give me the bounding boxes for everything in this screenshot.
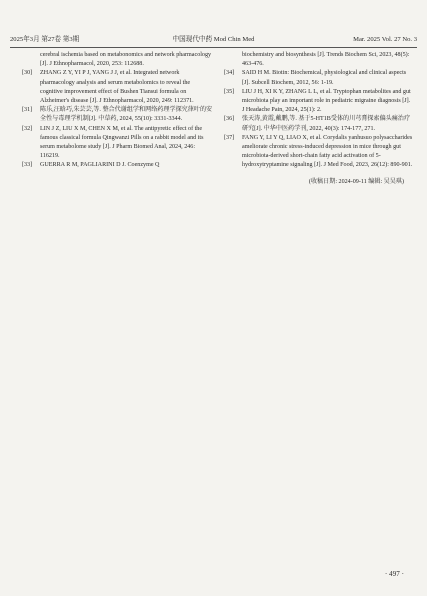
reference-text: FANG Y, LI Y Q, LIAO X, et al. Corydalis yanhusuo polysaccharides ameliorate chronic stress-induced depression in mice through gut microbiota-derived short-chain fatty acid activation of 5-hydroxytryptamine signaling [J]. J Med Food, 2023, 26(12): 890-901. <box>242 134 413 169</box>
reference-number: [36] <box>224 116 235 123</box>
reference-item <box>22 161 214 170</box>
reference-number: [37] <box>224 134 235 141</box>
header-issue-en: Mar. 2025 Vol. 27 No. 3 <box>353 36 417 43</box>
reference-item <box>22 125 214 162</box>
reference-text: SAID H M. Biotin: Biochemical, physiological and clinical aspects [J]. Subcell Biochem, 2012, 56: 1-19. <box>242 70 407 86</box>
reference-column-right <box>224 51 414 187</box>
reference-text: 张天涛,黄霞,戴鹏,等. 基于5-HT1B受体的川芎膏探索偏头痛治疗研究[J]. 中华中医药学刊, 2022, 40(3): 174-177, 271. <box>242 116 411 132</box>
reference-item <box>22 106 214 124</box>
reference-text: GUERRA R M, PAGLIARINI D J. Coenzyme Q <box>40 162 160 169</box>
reference-item <box>224 88 414 116</box>
reference-column-left <box>22 51 214 171</box>
reference-item <box>22 69 214 106</box>
reference-item <box>22 51 214 69</box>
reference-text: ZHANG Z Y, YI P J, YANG J J, et al. Integrated network pharmacology analysis and serum metabolomics to reveal the cognitive improvement effect of Bushen Tiansui formula on Alzheimer's disease [J]. J Ethnopharmacol, 2020, 249: 112371. <box>40 70 194 105</box>
reference-item <box>224 51 414 69</box>
reference-number: [32] <box>22 125 33 132</box>
reference-number: [34] <box>224 70 235 77</box>
reference-item <box>224 69 414 87</box>
reference-text: LIN J Z, LIU X M, CHEN X M, et al. The antipyretic effect of the famous classical formula Qingwanzi Pills on a rabbit model and its serum metabolome study [J]. J Pharm Biomed Anal, 2024, 246: 116219. <box>40 125 204 160</box>
reference-text: cerebral ischemia based on metabonomics and network pharmacology [J]. J Ethnopharmacol, 2020, 253: 112688. <box>40 52 212 68</box>
reference-number: [30] <box>22 70 33 77</box>
reference-text: 陈乐,汪晗巧,朱芸芸,等. 整合代谢组学和网络药理学探究葎叶的安全性与毒理学机制[J]. 中草药, 2024, 55(10): 3331-3344. <box>40 107 213 123</box>
reference-number: [33] <box>22 162 33 169</box>
reference-text: biochemistry and biosynthesis [J]. Trends Biochem Sci, 2023, 48(5): 463-476. <box>242 52 410 68</box>
received-date-note: (收稿日期: 2024-09-11 编辑: 吴吴琪) <box>308 178 404 185</box>
reference-number: [35] <box>224 88 235 95</box>
reference-text: LIU J H, XI K Y, ZHANG L L, et al. Tryptophan metabolites and gut microbiota play an important role in pediatric migraine diagnosis [J]. J Headache Pain, 2024, 25(1): 2. <box>242 88 411 114</box>
reference-item <box>224 115 414 133</box>
reference-number: [31] <box>22 107 33 114</box>
page-number: · 497 · <box>384 570 404 578</box>
running-header <box>10 34 417 46</box>
header-issue: 2025年3月 第27卷 第3期 <box>10 36 80 43</box>
reference-item <box>224 134 414 171</box>
header-journal: 中国现代中药 Mod Chin Med <box>172 36 255 43</box>
header-divider <box>10 47 417 48</box>
